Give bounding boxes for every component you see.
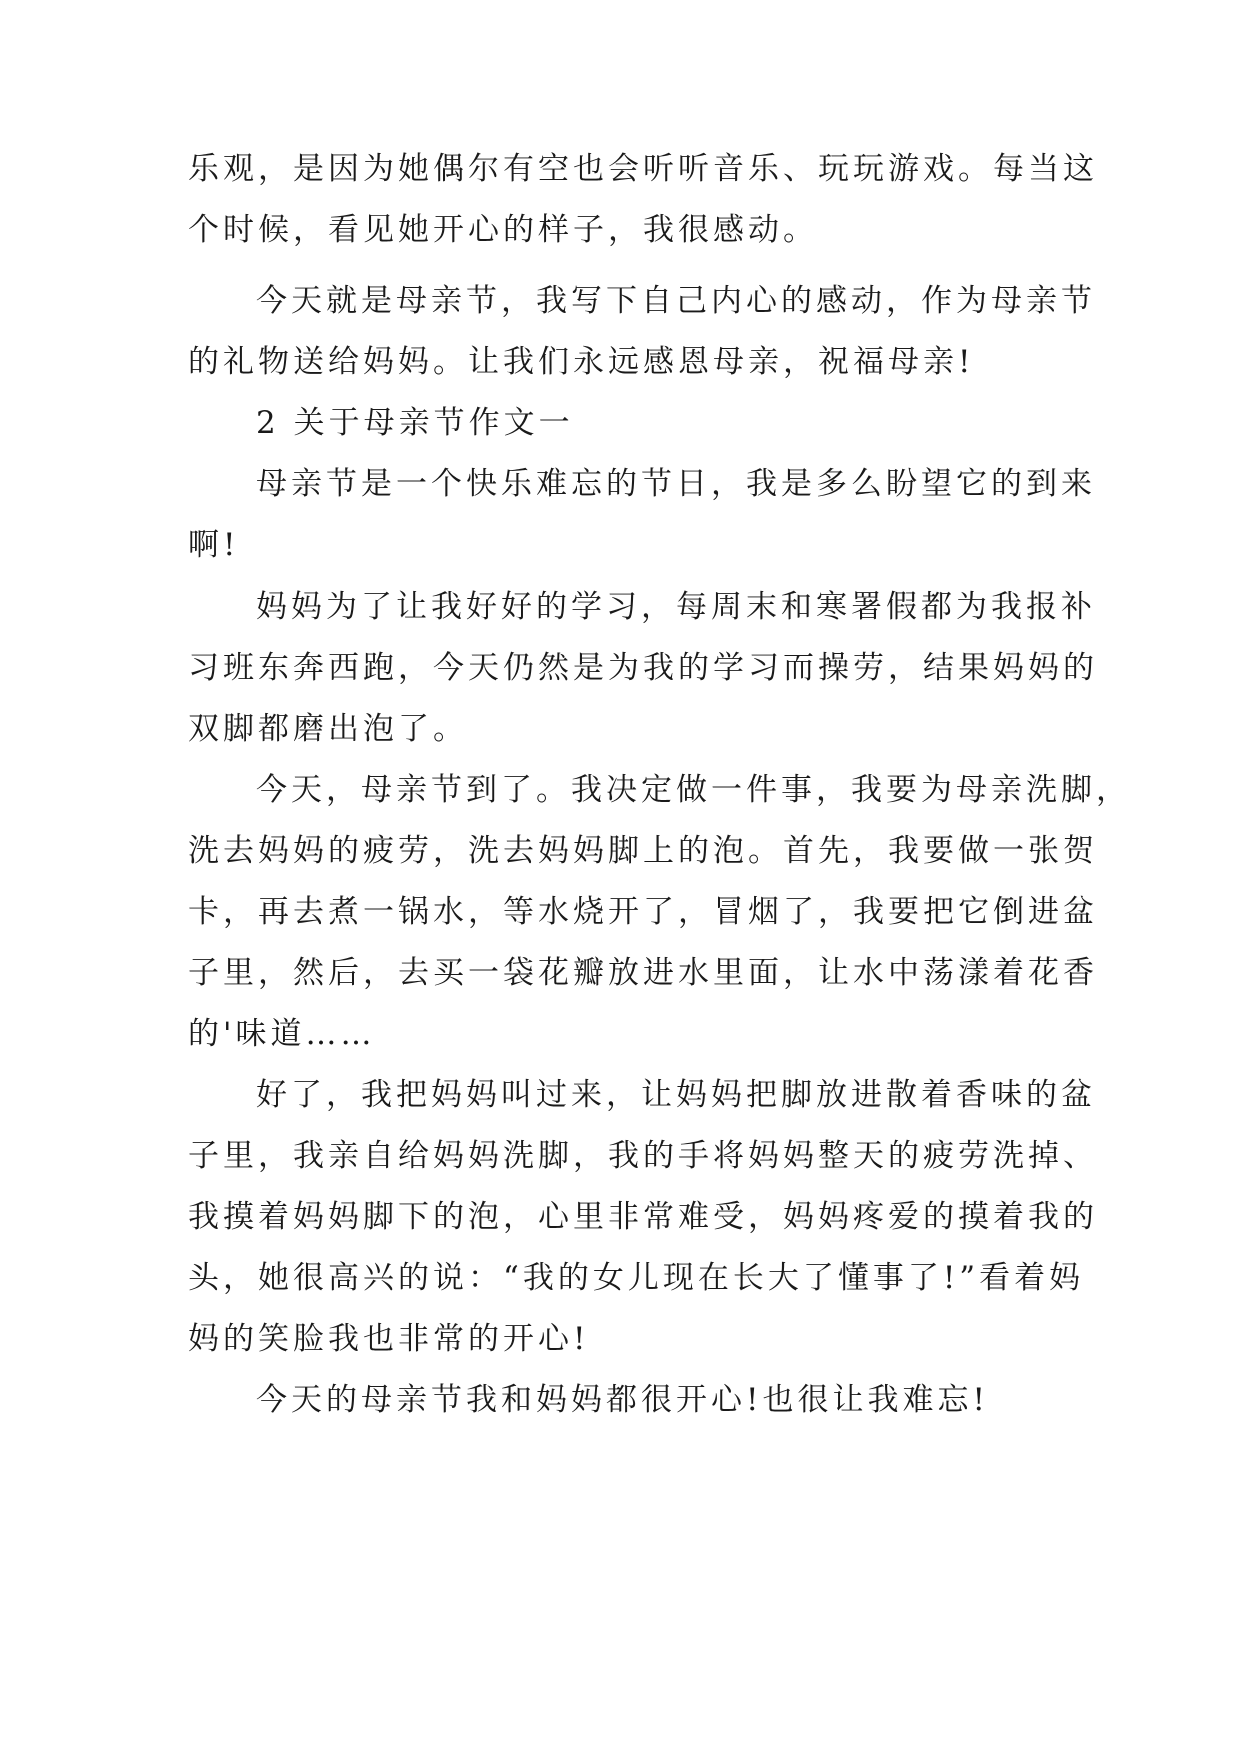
text-line: 子里，然后，去买一袋花瓣放进水里面，让水中荡漾着花香: [188, 955, 1098, 991]
text-line: 的'味道……: [188, 1016, 376, 1052]
text-line: 的礼物送给妈妈。让我们永远感恩母亲，祝福母亲!: [188, 344, 975, 380]
paragraph-start-line: 母亲节是一个快乐难忘的节日，我是多么盼望它的到来: [256, 466, 1096, 502]
paragraph-start-line: 好了，我把妈妈叫过来，让妈妈把脚放进散着香味的盆: [256, 1077, 1096, 1113]
text-line: 个时候，看见她开心的样子，我很感动。: [188, 212, 818, 248]
text-line: 啊!: [188, 527, 240, 563]
paragraph-start-line: 今天，母亲节到了。我决定做一件事，我要为母亲洗脚，: [256, 772, 1131, 808]
paragraph-start-line: 今天的母亲节我和妈妈都很开心!也很让我难忘!: [256, 1382, 989, 1418]
text-line: 子里，我亲自给妈妈洗脚，我的手将妈妈整天的疲劳洗掉、: [188, 1138, 1098, 1174]
text-line: 头，她很高兴的说：“我的女儿现在长大了懂事了!”看着妈: [188, 1260, 1085, 1296]
text-line: 习班东奔西跑，今天仍然是为我的学习而操劳，结果妈妈的: [188, 650, 1098, 686]
paragraph-start-line: 今天就是母亲节，我写下自己内心的感动，作为母亲节: [256, 283, 1096, 319]
text-line: 卡，再去煮一锅水，等水烧开了，冒烟了，我要把它倒进盆: [188, 894, 1098, 930]
text-line: 妈的笑脸我也非常的开心!: [188, 1321, 590, 1357]
text-line: 洗去妈妈的疲劳，洗去妈妈脚上的泡。首先，我要做一张贺: [188, 833, 1098, 869]
text-line: 我摸着妈妈脚下的泡，心里非常难受，妈妈疼爱的摸着我的: [188, 1199, 1098, 1235]
section-heading: 2 关于母亲节作文一: [256, 405, 574, 441]
text-line: 乐观，是因为她偶尔有空也会听听音乐、玩玩游戏。每当这: [188, 151, 1098, 187]
paragraph-start-line: 妈妈为了让我好好的学习，每周末和寒署假都为我报补: [256, 589, 1096, 625]
text-line: 双脚都磨出泡了。: [188, 711, 468, 747]
